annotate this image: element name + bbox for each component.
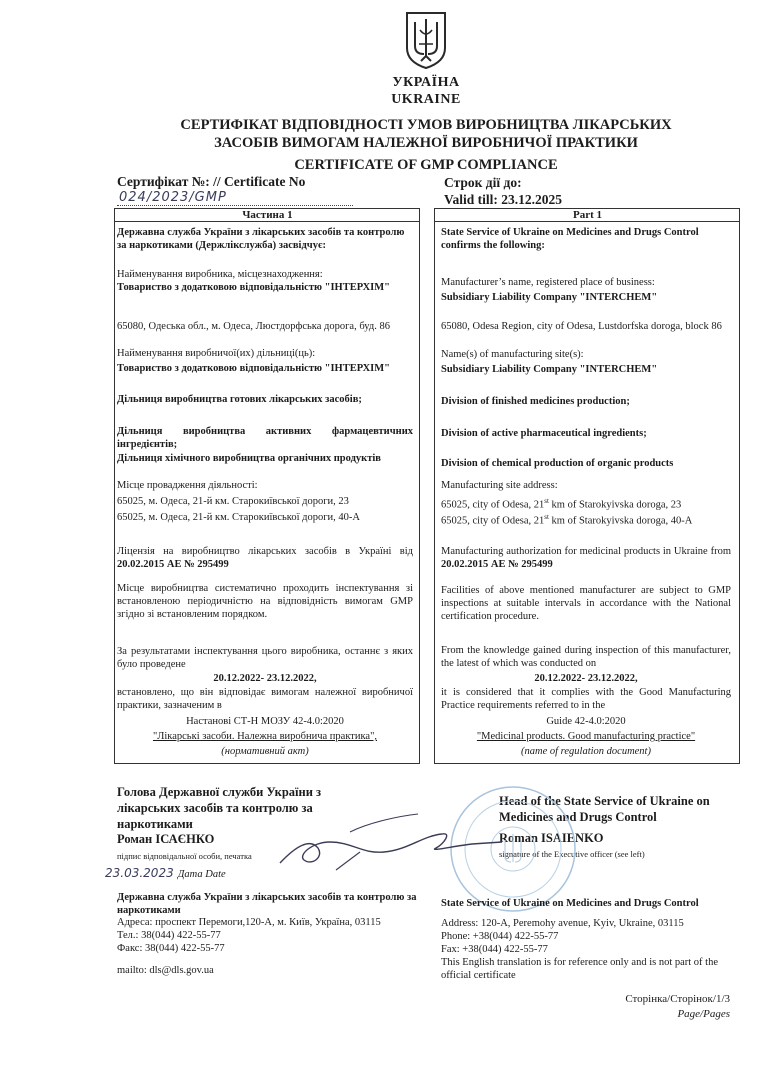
signature-name-ua: Роман ІСАЄНКО — [117, 832, 215, 846]
ua-guideline-title: "Лікарські засоби. Належна виробнича практика", — [152, 731, 378, 742]
ua-inspection-dates: 20.12.2022- 23.12.2022, — [213, 673, 317, 684]
en-sites-name: Subsidiary Liability Company "INTERCHEM" — [441, 364, 658, 375]
ua-site-address-label: Місце провадження діяльності: — [117, 480, 258, 491]
en-division-1: Division of finished medicines production; — [441, 396, 630, 407]
en-inspection-dates: 20.12.2022- 23.12.2022, — [534, 673, 638, 684]
en-site-address-1-a: 65025, city of Odesa, 21 — [441, 499, 545, 511]
en-authority: State Service of Ukraine on Medicines and Drugs Control confirms the following: — [441, 227, 699, 251]
footer-en-fax: Fax: +38(044) 422-55-77 — [441, 944, 548, 955]
ua-sites-label: Найменування виробничої(их) дільниці(ць): — [117, 348, 316, 359]
en-site-address-2 — [441, 511, 731, 528]
certificate-number: 024/2023/GMP — [119, 190, 227, 205]
en-site-address-2-a: 65025, city of Odesa, 21 — [441, 515, 545, 527]
en-manufacturer-label: Manufacturer’s name, registered place of business: — [441, 277, 655, 288]
en-division-3: Division of chemical production of organic products — [441, 458, 674, 469]
ua-doc-type: (нормативний акт) — [221, 746, 309, 757]
footer-en-phone: Phone: +38(044) 422-55-77 — [441, 931, 559, 942]
ua-site-address-2: 65025, м. Одеса, 21-й км. Старокиївської дороги, 40-А — [117, 512, 360, 523]
signature-head-ua: Голова Державної служби України з лікарських засобів та контролю за наркотиками — [117, 785, 322, 831]
en-manufacturer-name: Subsidiary Liability Company "INTERCHEM" — [441, 292, 658, 303]
signature-name-en: Roman ISAIENKO — [499, 831, 604, 845]
certificate-number-underline — [117, 205, 353, 206]
ua-guideline: Настанові СТ-Н МОЗУ 42-4.0:2020 — [186, 716, 344, 727]
en-inspection-text: Facilities of above mentioned manufacturer are subject to GMP inspections at suitable intervals in accordance with the National certification procedure. — [441, 585, 731, 622]
ua-division-2: Дільниця виробництва активних фармацевтичних інгредієнтів; — [117, 426, 413, 450]
part-label-ua: Частина 1 — [242, 209, 293, 221]
en-site-address-1-b: km of Starokyivska doroga, 23 — [548, 499, 682, 511]
date-handwritten: 23.03.2023 — [105, 866, 174, 880]
en-results-text: From the knowledge gained during inspection of this manufacturer, the latest of which was conducted on — [441, 645, 731, 669]
en-manufacturer-address: 65080, Odesa Region, city of Odesa, Lustdorfska doroga, block 86 — [441, 321, 722, 332]
validity-label-en: Valid till: 23.12.2025 — [444, 192, 563, 207]
certificate-label: Сертифікат №: // Certificate No — [117, 174, 306, 189]
ua-division-1: Дільниця виробництва готових лікарських засобів; — [117, 394, 362, 405]
title-ua-line2: ЗАСОБІВ ВИМОГАМ НАЛЕЖНОЇ ВИРОБНИЧОЇ ПРАКТИКИ — [214, 135, 638, 151]
signature-caption-en: signature of the Executive officer (see left) — [499, 849, 645, 859]
part-label-en: Part 1 — [572, 209, 602, 221]
ua-license-text: Ліцензія на виробництво лікарських засобів в Україні від — [117, 546, 413, 557]
footer-ua-fax: Факс: 38(044) 422-55-77 — [117, 943, 225, 954]
ua-complies-text: встановлено, що він відповідає вимогам належної виробничої практики, зазначеним в — [117, 687, 413, 711]
en-complies-text: it is considered that it complies with the Good Manufacturing Practice requirements referred to in the — [441, 687, 731, 711]
en-doc-type: (name of regulation document) — [521, 746, 651, 757]
ua-manufacturer-name: Товариство з додатковою відповідальністю "ІНТЕРХІМ" — [117, 282, 390, 293]
footer-en-org: State Service of Ukraine on Medicines and Drugs Control — [441, 898, 699, 909]
handwritten-signature-icon — [268, 808, 508, 873]
en-license-text: Manufacturing authorization for medicinal products in Ukraine from — [441, 546, 731, 557]
ua-inspection-text: Місце виробництва систематично проходить інспектування зі встановленою періодичністю на відповідність вимогам GMP згідно зі встановленим порядком. — [117, 583, 413, 620]
footer-en-address: Address: 120-A, Peremohy avenue, Kyiv, Ukraine, 03115 — [441, 918, 684, 929]
coat-of-arms-icon — [404, 10, 448, 70]
ua-manufacturer-label: Найменування виробника, місцезнаходження: — [117, 269, 323, 280]
en-license-number: 20.02.2015 АЕ № 295499 — [441, 559, 553, 570]
en-site-address-2-sup: st — [544, 513, 549, 521]
ua-division-3: Дільниця хімічного виробництва органічних продуктів — [117, 453, 381, 464]
date-label: Дата Date — [177, 869, 226, 880]
country-ua: УКРАЇНА — [392, 75, 460, 90]
footer-en-note: This English translation is for reference only and is not part of the official certificate — [441, 957, 719, 981]
en-guideline: Guide 42-4.0:2020 — [546, 716, 626, 727]
ua-license — [117, 545, 413, 571]
date-field — [105, 864, 226, 882]
footer-ua-phone: Тел.: 38(044) 422-55-77 — [117, 930, 221, 941]
ua-sites-name: Товариство з додатковою відповідальністю "ІНТЕРХІМ" — [117, 363, 390, 374]
en-license — [441, 545, 731, 571]
footer-ua-address: Адреса: проспект Перемоги,120-А, м. Київ, Україна, 03115 — [117, 917, 381, 928]
en-site-address-2-b: km of Starokyivska doroga, 40-A — [548, 515, 693, 527]
signature-head-en: Head of the State Service of Ukraine on Medicines and Drugs Control — [499, 794, 710, 824]
ua-site-address-1: 65025, м. Одеса, 21-й км. Старокиївської дороги, 23 — [117, 496, 349, 507]
ua-authority: Державна служба України з лікарських засобів та контролю за наркотиками (Держлікслужба) засвідчує: — [117, 227, 405, 251]
en-sites-label: Name(s) of manufacturing site(s): — [441, 349, 584, 360]
en-site-address-label: Manufacturing site address: — [441, 480, 558, 491]
country-en: UKRAINE — [391, 92, 461, 107]
footer-ua-email: mailto: dls@dls.gov.ua — [117, 965, 214, 976]
page-number-en: Page/Pages — [677, 1008, 730, 1020]
page-number: Сторінка/Сторінок/1/3 — [625, 993, 730, 1005]
signature-caption-ua: підпис відповідальної особи, печатка — [117, 851, 252, 861]
title-en: CERTIFICATE OF GMP COMPLIANCE — [294, 157, 558, 173]
validity-label-ua: Строк дії до: — [444, 175, 522, 190]
footer-ua-org: Державна служба України з лікарських засобів та контролю за наркотиками — [117, 892, 417, 916]
title-ua-line1: СЕРТИФІКАТ ВІДПОВІДНОСТІ УМОВ ВИРОБНИЦТВА ЛІКАРСЬКИХ — [180, 117, 672, 133]
ua-results-text: За результатами інспектування цього виробника, останнє з яких було проведене — [117, 646, 413, 670]
en-site-address-1-sup: st — [544, 497, 549, 505]
ua-manufacturer-address: 65080, Одеська обл., м. Одеса, Люстдорфська дорога, буд. 86 — [117, 321, 390, 332]
ua-license-number: 20.02.2015 АЕ № 295499 — [117, 559, 229, 570]
en-division-2: Division of active pharmaceutical ingredients; — [441, 428, 647, 439]
en-site-address-1 — [441, 495, 731, 512]
en-guideline-title: "Medicinal products. Good manufacturing practice" — [476, 731, 696, 742]
